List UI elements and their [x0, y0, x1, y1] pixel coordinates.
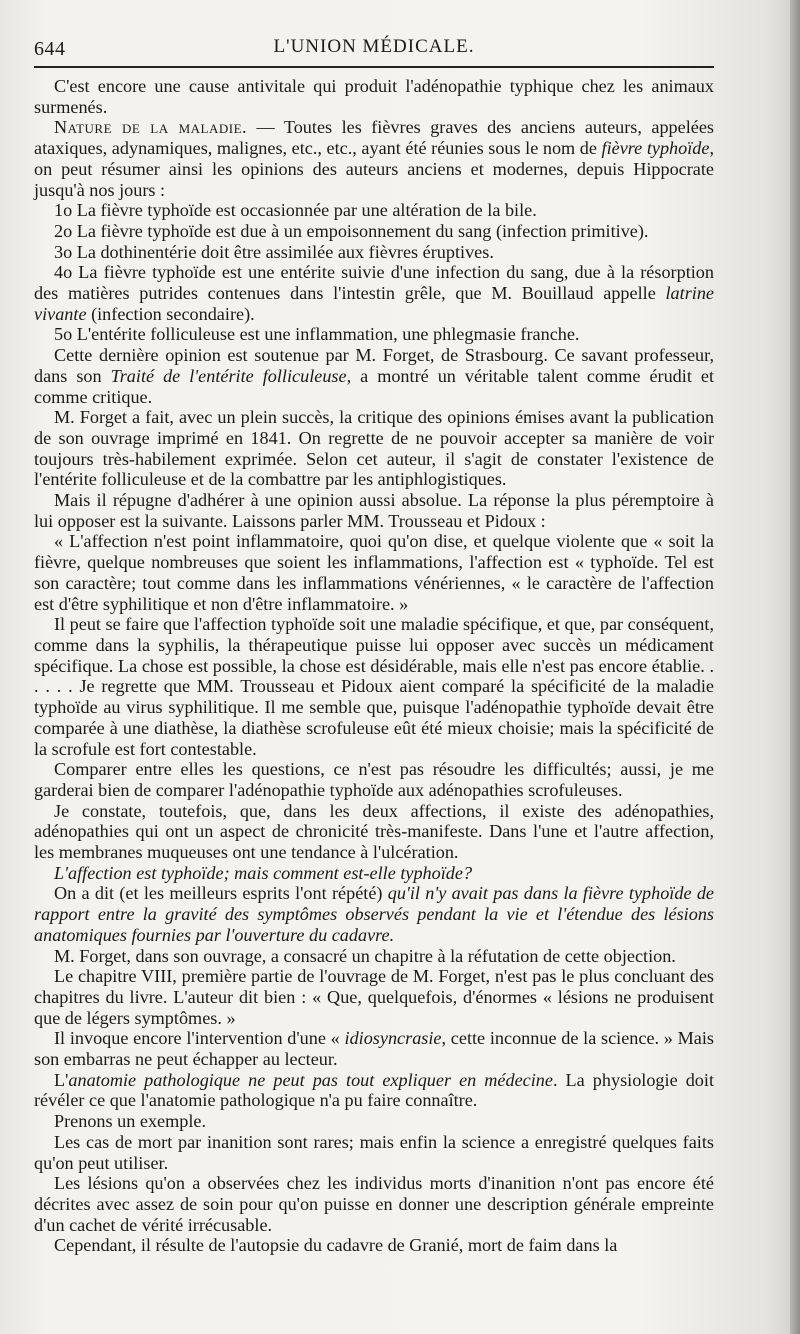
paragraph	[34, 490, 714, 531]
running-title: L'UNION MÉDICALE.	[273, 36, 475, 57]
text-run: Prenons un exemple.	[54, 1111, 207, 1132]
text-run: Mais il répugne d'adhérer à une opinion aussi absolue. La réponse la plus péremptoire à lui opposer est la suivante. Laissons parler MM. Trousseau et Pidoux :	[34, 490, 714, 531]
text-run: Je constate, toutefois, que, dans les deux affections, il existe des adénopathies, adénopathies qui ont un aspect de chronicité très-manifeste. Dans l'une et l'autre affection, les membranes muqueuses ont une tendance à l'ulcération.	[34, 800, 714, 863]
paragraph	[34, 242, 714, 263]
paragraph	[34, 531, 714, 614]
paragraph	[34, 1235, 714, 1256]
text-run: L'	[54, 1069, 69, 1090]
text-run: . La physiologie doit révéler ce que l'anatomie pathologique n'a pu faire connaître.	[34, 1069, 714, 1111]
text-run: , on peut résumer ainsi les opinions des auteurs anciens et modernes, depuis Hippocrate jusqu'à nos jours :	[34, 138, 714, 200]
text-run: — Toutes les fièvres graves des anciens auteurs, appelées ataxiques, adynamiques, malignes, etc., etc., ayant été réunies sous le nom de	[34, 117, 714, 159]
text-run: Les lésions qu'on a observées chez les individus morts d'inanition n'ont pas encore été décrites avec assez de soin pour qu'on puisse en donner une description générale empreinte d'un cachet de vérité irrécusable.	[34, 1173, 714, 1235]
text-run: 1o La fièvre typhoïde est occasionnée par une altération de la bile.	[54, 200, 537, 221]
paragraph	[34, 614, 714, 759]
italic-text: idiosyncrasie	[344, 1028, 442, 1049]
paragraph	[34, 1028, 714, 1069]
paragraph	[34, 345, 714, 407]
paragraph	[34, 1132, 714, 1173]
paragraph	[34, 324, 714, 345]
book-spine-shadow	[790, 0, 800, 1334]
text-run: Cette dernière opinion est soutenue par M. Forget, de Strasbourg. Ce savant professeur, dans son	[34, 345, 714, 386]
paragraph	[34, 1111, 714, 1132]
text-run: M. Forget, dans son ouvrage, a consacré un chapitre à la réfutation de cette objection.	[54, 945, 676, 966]
page-number: 644	[34, 38, 66, 60]
section-heading: Nature de la maladie.	[54, 117, 248, 138]
paragraph	[34, 407, 714, 490]
text-run: Il invoque encore l'intervention d'une «	[54, 1028, 345, 1049]
text-run: Cependant, il résulte de l'autopsie du cadavre de Granié, mort de faim dans la	[54, 1235, 618, 1256]
italic-text: qu'il n'y avait pas dans la fièvre typhoïde de rapport entre la gravité des symptômes observés pendant la vie et l'étendue des lésions anatomiques fournies par l'ouverture du cadavre.	[34, 883, 714, 945]
paragraph	[34, 883, 714, 945]
paragraph	[34, 759, 714, 800]
text-run: Les cas de mort par inanition sont rares; mais enfin la science a enregistré quelques faits qu'on peut utiliser.	[34, 1131, 714, 1173]
text-run: , cette inconnue de la science. » Mais son embarras ne peut échapper au lecteur.	[34, 1028, 715, 1070]
paragraph	[34, 76, 714, 117]
paragraph	[34, 200, 714, 221]
text-run: Comparer entre elles les questions, ce n'est pas résoudre les difficultés; aussi, je me garderai bien de comparer l'adénopathie typhoïde aux adénopathies scrofuleuses.	[34, 759, 714, 800]
italic-text: Traité de l'entérite folliculeuse,	[110, 365, 352, 386]
text-run: M. Forget a fait, avec un plein succès, la critique des opinions émises avant la publication de son ouvrage imprimé en 1841. On regrette de ne pouvoir accepter sa manière de voir toujours très-habilement exprimée. Selon cet auteur, il s'agit de constater l'existence de l'entérite folliculeuse et de la combattre par les antiphlogistiques.	[34, 407, 714, 490]
text-run: 2o La fièvre typhoïde est due à un empoisonnement du sang (infection primitive).	[54, 220, 649, 241]
italic-text: anatomie pathologique ne peut pas tout expliquer en médecine	[68, 1069, 553, 1090]
paragraph	[34, 117, 714, 200]
italic-text: L'affection est typhoïde; mais comment est-elle typhoïde?	[54, 862, 473, 883]
text-run: C'est encore une cause antivitale qui produit l'adénopathie typhique chez les animaux surmenés.	[34, 76, 714, 117]
paragraph	[34, 1173, 714, 1235]
paragraph	[34, 262, 714, 324]
text-run: On a dit (et les meilleurs esprits l'ont répété)	[54, 883, 388, 904]
italic-text: latrine vivante	[34, 283, 714, 324]
paragraph	[34, 1070, 714, 1111]
paragraph	[34, 966, 714, 1028]
paragraph	[34, 801, 714, 863]
header-rule	[34, 66, 714, 68]
text-run: (infection secondaire).	[86, 303, 255, 324]
text-run: 4o La fièvre typhoïde est une entérite suivie d'une infection du sang, due à la résorption des matières putrides contenues dans l'intestin grêle, que M. Bouillaud appelle	[34, 262, 714, 304]
italic-text: fièvre typhoïde	[601, 138, 710, 159]
text-run: « L'affection n'est point inflammatoire, quoi qu'on dise, et quelque violente que « soit la fièvre, quelque nombreuses que soient les inflammations, l'affection est « typhoïde. Tel est son caractère; tout comme dans les inflammations vénériennes, « le caractère de l'affection est d'être syphilitique et non d'être inflammatoire. »	[34, 531, 714, 614]
page-header	[34, 28, 714, 64]
body-text	[34, 76, 714, 1256]
paragraph	[34, 863, 714, 884]
paragraph	[34, 221, 714, 242]
text-run: a montré un véritable talent comme érudit et comme critique.	[34, 365, 714, 407]
text-run: 3o La dothinentérie doit être assimilée aux fièvres éruptives.	[54, 241, 494, 262]
text-run: Le chapitre VIII, première partie de l'ouvrage de M. Forget, n'est pas le plus concluant des chapitres du livre. L'auteur dit bien : « Que, quelquefois, d'énormes « lésions ne produisent que de légers symptômes. »	[34, 966, 714, 1028]
text-run: 5o L'entérite folliculeuse est une inflammation, une phlegmasie franche.	[54, 324, 580, 345]
text-run: Il peut se faire que l'affection typhoïde soit une maladie spécifique, et que, par conséquent, comme dans la syphilis, la thérapeutique puisse lui opposer avec succès un médicament spécifique. La chose est possible, la chose est désidérable, mais elle n'est pas encore établie. . . . . . Je regrette que MM. Trousseau et Pidoux aient comparé la spécificité de la maladie typhoïde au virus syphilitique. Il me semble que, puisque l'adénopathie typhoïde devait être comparée à une diathèse, la diathèse scrofuleuse eût été mieux choisie; mais la spécificité de la scrofule est fort contestable.	[34, 614, 714, 759]
paragraph	[34, 946, 714, 967]
